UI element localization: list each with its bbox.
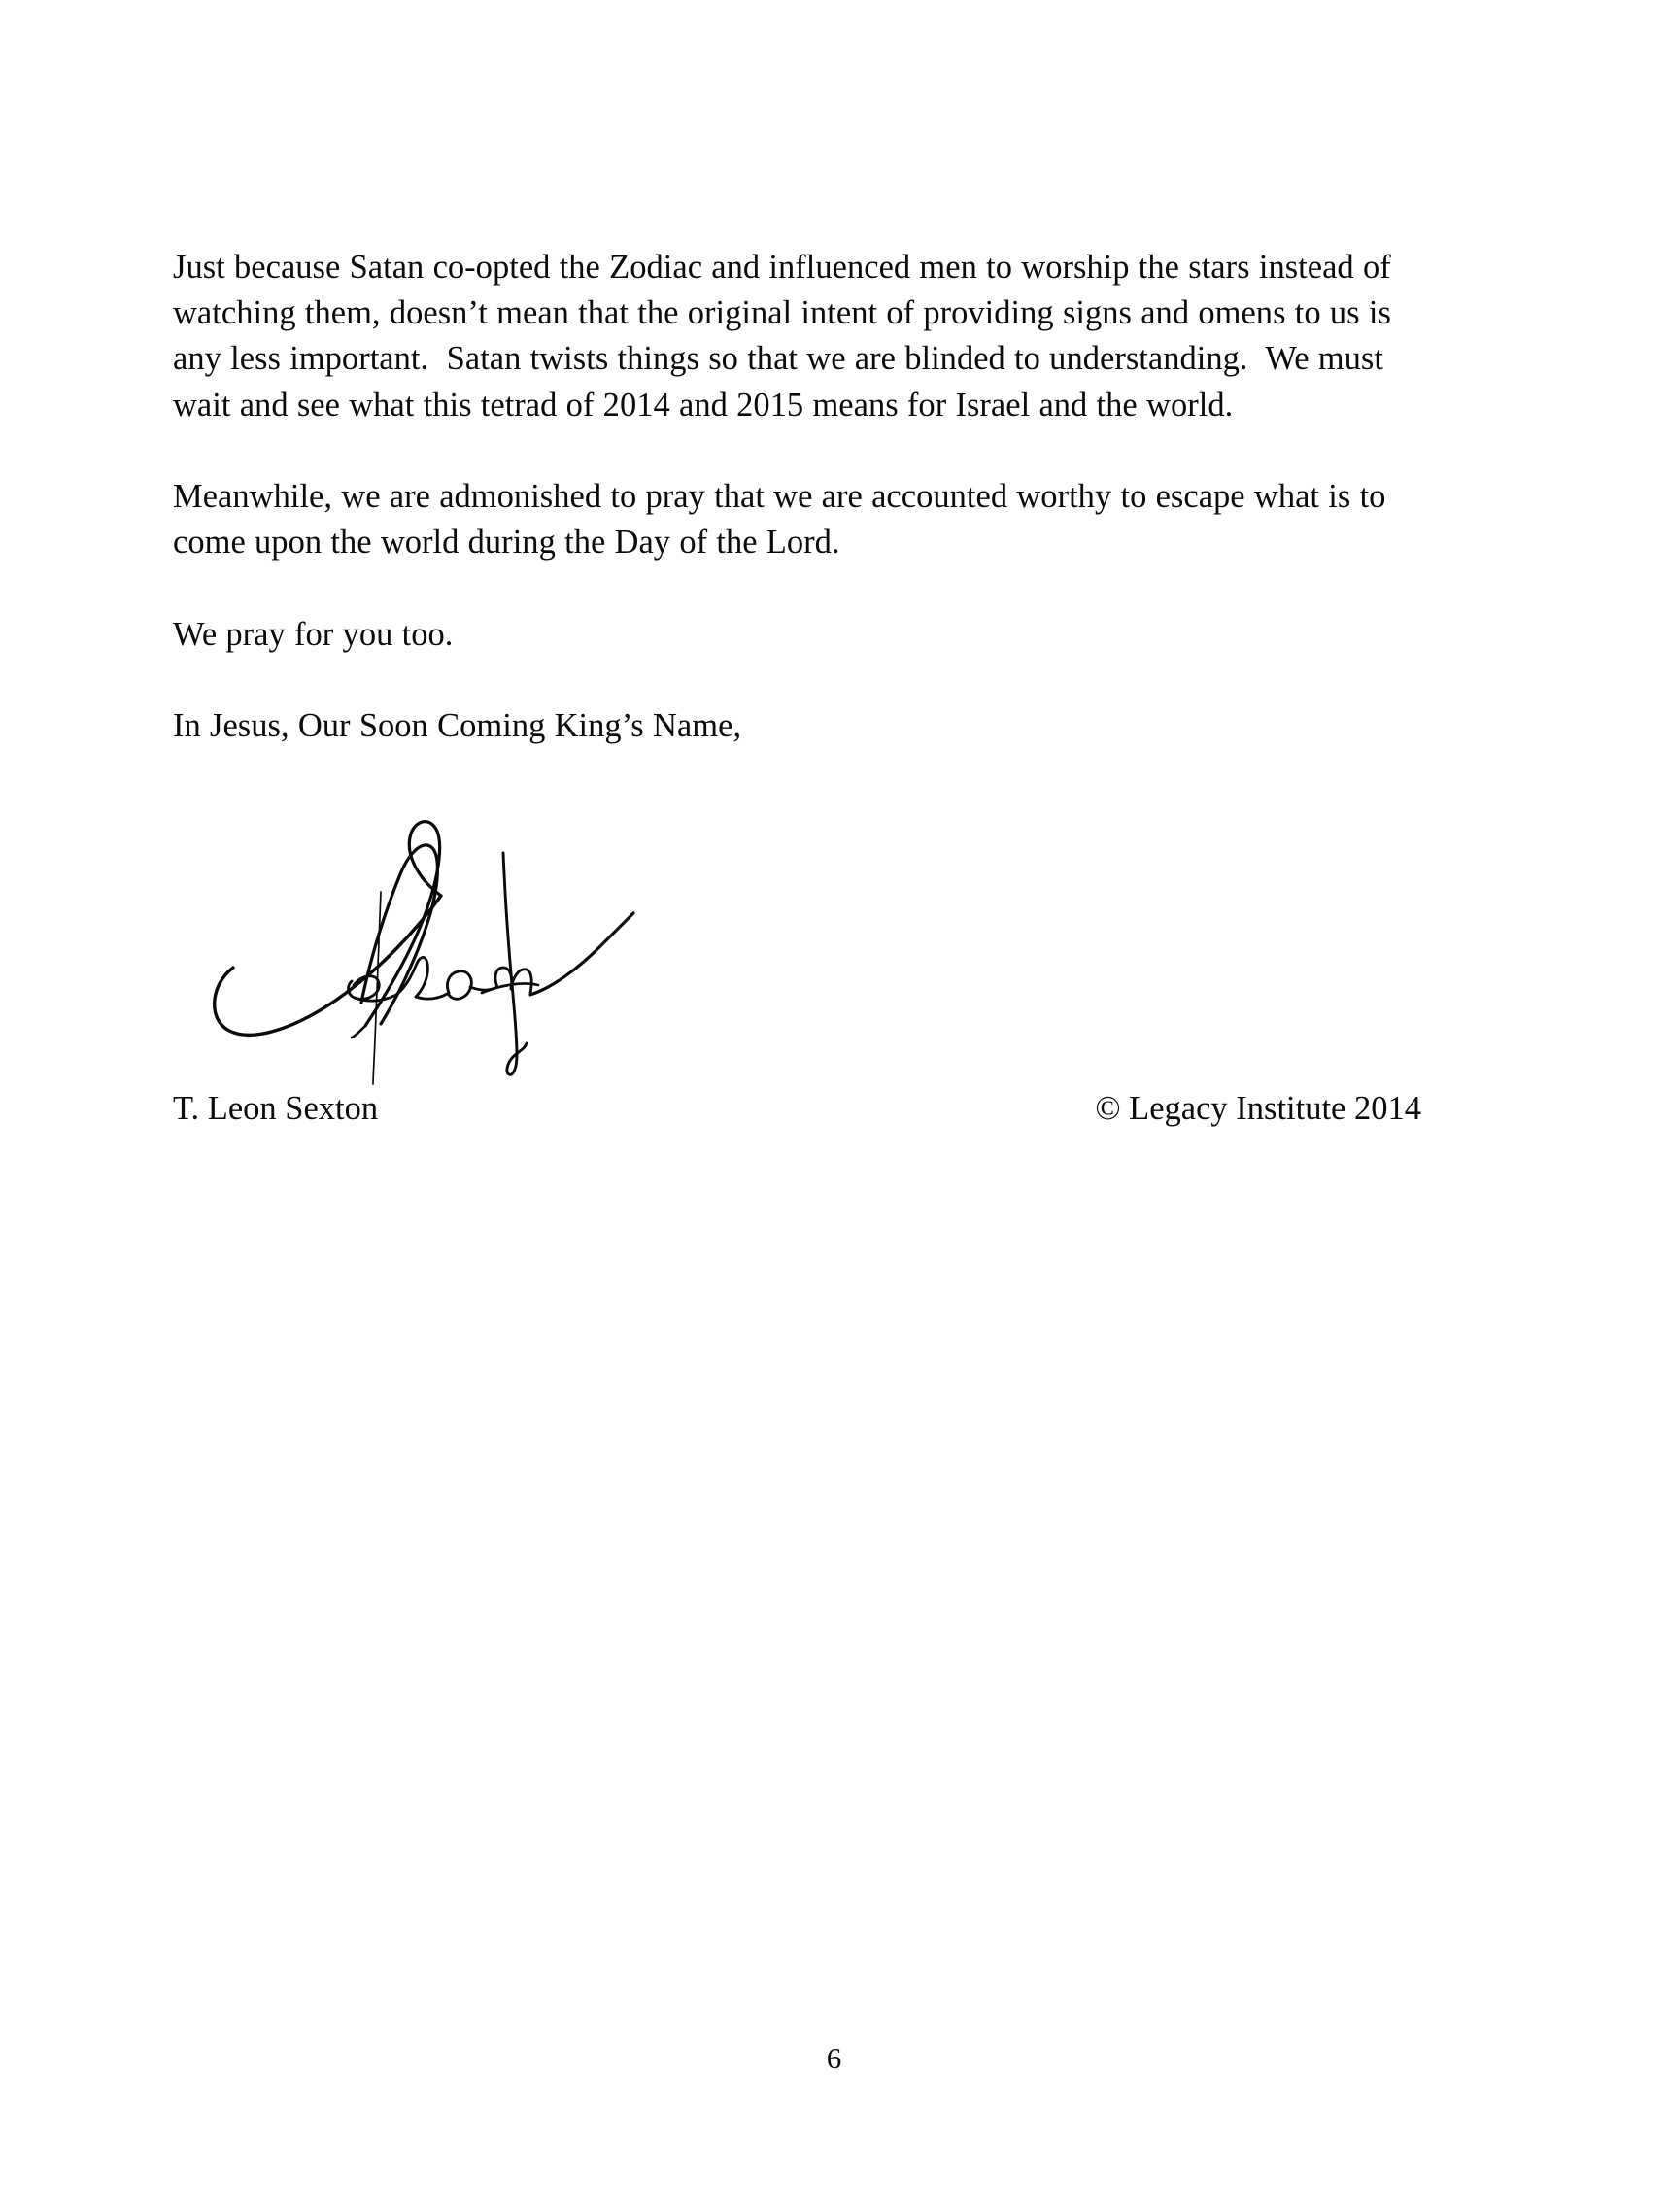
- copyright-notice: © Legacy Institute 2014: [1095, 1090, 1421, 1127]
- signer-name: T. Leon Sexton: [173, 1090, 379, 1127]
- paragraph-3: We pray for you too.: [173, 615, 454, 653]
- page-number: 6: [826, 2041, 842, 2075]
- handwritten-signature: [190, 795, 637, 1086]
- paragraph-2: Meanwhile, we are admonished to pray that we are accounted worthy to escape what is to come upon the world during the Day of the Lord.: [173, 478, 1395, 562]
- letter-body: [173, 245, 1421, 749]
- signature-footer-row: [173, 1086, 1421, 1133]
- closing-salutation: In Jesus, Our Soon Coming King’s Name,: [173, 706, 742, 744]
- paragraph-1: Just because Satan co-opted the Zodiac and influenced men to worship the stars instead of watching them, doesn’t mean that the original intent of providing signs and omens to us is any less important. Satan twists things so that we are blinded to understanding. We must wait and see what this tetrad of 2014 and 2015 means for Israel and the world.: [173, 249, 1401, 424]
